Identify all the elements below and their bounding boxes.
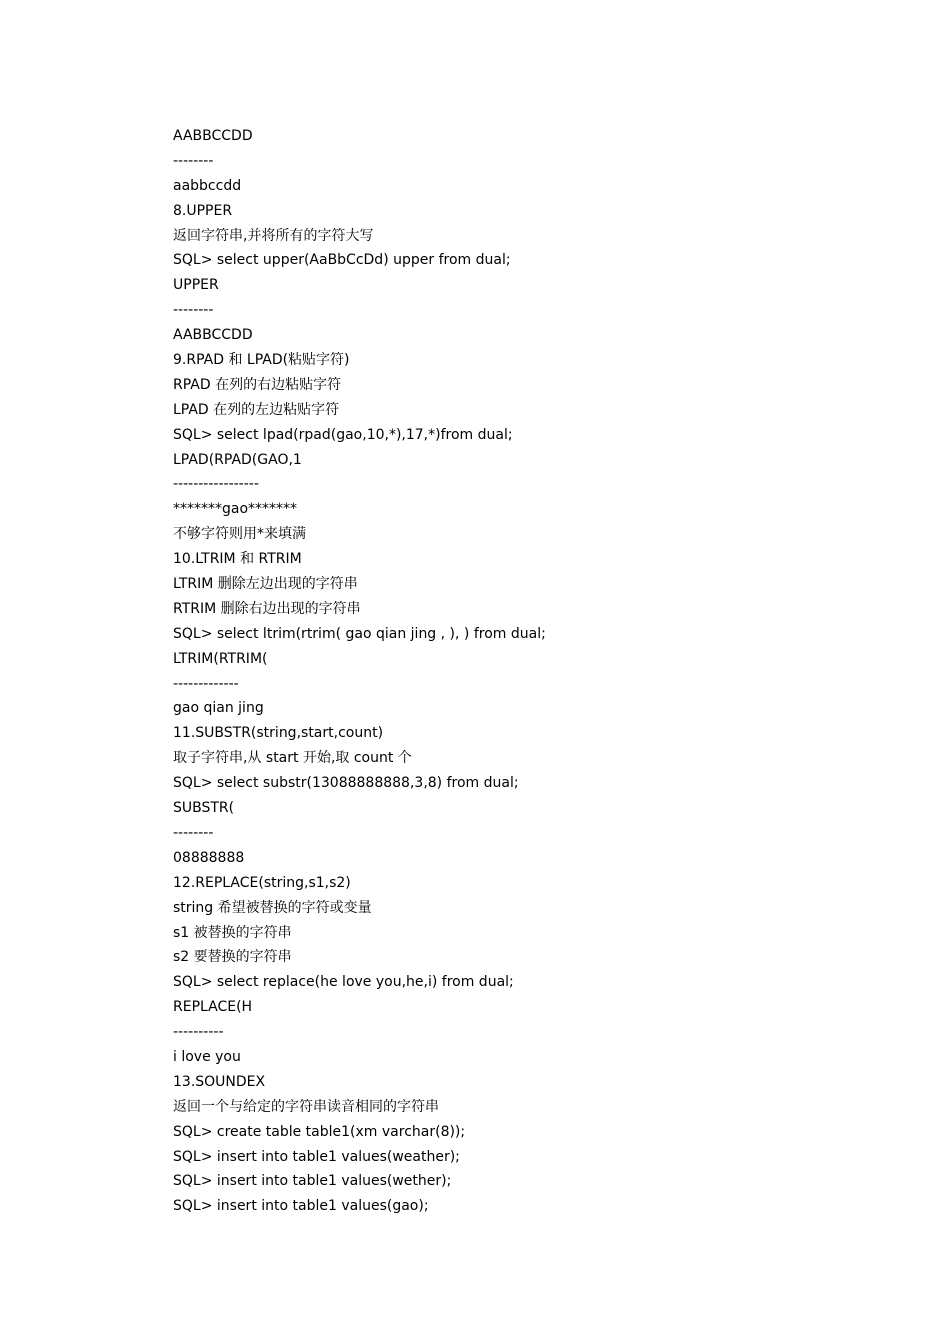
sql-line: SQL> insert into table1 values(wether); [173, 1173, 452, 1190]
text-line: s2 要替换的字符串 [173, 949, 292, 966]
text-line: LPAD(RPAD(GAO,1 [173, 451, 302, 468]
text-line: s1 被替换的字符串 [173, 924, 292, 941]
text-line: ----------------- [173, 476, 259, 493]
text-line: 08888888 [173, 849, 245, 866]
text-line: string 希望被替换的字符或变量 [173, 899, 372, 916]
text-line: ---------- [173, 1024, 224, 1041]
section-heading: 9.RPAD 和 LPAD(粘贴字符) [173, 352, 350, 369]
text-line: *******gao******* [173, 501, 298, 518]
section-heading: 8.UPPER [173, 202, 233, 219]
document-body [173, 124, 873, 1219]
section-heading: 11.SUBSTR(string,start,count) [173, 725, 384, 742]
text-line: ------------- [173, 675, 239, 692]
text-line: -------- [173, 824, 214, 841]
sql-line: SQL> select lpad(rpad(gao,10,*),17,*)from dual; [173, 426, 513, 443]
text-line: RPAD 在列的右边粘贴字符 [173, 376, 342, 393]
sql-line: SQL> select substr(13088888888,3,8) from dual; [173, 775, 519, 792]
sql-line: SQL> select upper(AaBbCcDd) upper from dual; [173, 252, 511, 269]
text-line: 不够字符则用*来填满 [173, 526, 306, 543]
section-heading: 12.REPLACE(string,s1,s2) [173, 874, 351, 891]
sql-line: SQL> insert into table1 values(gao); [173, 1198, 429, 1215]
text-line: 返回字符串,并将所有的字符大写 [173, 227, 374, 244]
text-line: LTRIM 删除左边出现的字符串 [173, 576, 358, 593]
sql-line: SQL> insert into table1 values(weather); [173, 1148, 460, 1165]
text-line: AABBCCDD [173, 128, 253, 144]
sql-line: SQL> create table table1(xm varchar(8)); [173, 1123, 466, 1140]
section-heading: 13.SOUNDEX [173, 1073, 266, 1090]
text-line: i love you [173, 1048, 241, 1065]
text-line: -------- [173, 302, 214, 319]
text-line: -------- [173, 152, 214, 169]
text-line: AABBCCDD [173, 327, 253, 344]
text-line: LTRIM(RTRIM( [173, 650, 268, 667]
text-line: 取子字符串,从 start 开始,取 count 个 [173, 750, 412, 767]
text-line: aabbccdd [173, 177, 242, 194]
section-heading: 10.LTRIM 和 RTRIM [173, 551, 302, 568]
sql-line: SQL> select replace(he love you,he,i) from dual; [173, 974, 514, 991]
text-line: RTRIM 删除右边出现的字符串 [173, 600, 361, 617]
text-line: LPAD 在列的左边粘贴字符 [173, 401, 340, 418]
text-line: gao qian jing [173, 700, 264, 717]
text-line: 返回一个与给定的字符串读音相同的字符串 [173, 1098, 439, 1115]
text-line: REPLACE(H [173, 999, 253, 1016]
sql-line: SQL> select ltrim(rtrim( gao qian jing , ), ) from dual; [173, 625, 546, 642]
text-line: UPPER [173, 277, 219, 294]
text-line: SUBSTR( [173, 800, 235, 817]
